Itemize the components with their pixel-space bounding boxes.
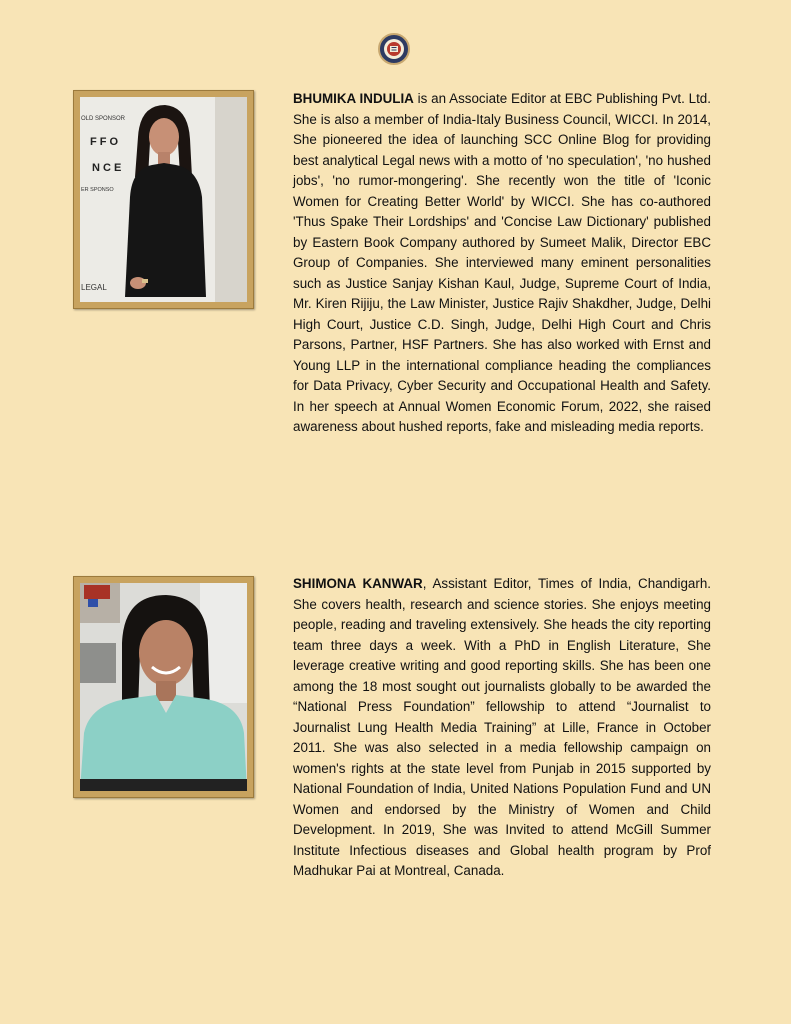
backdrop-text-5: LEGAL bbox=[81, 283, 107, 292]
backdrop-text-2: F F O bbox=[90, 136, 119, 148]
photo-frame-bhumika bbox=[73, 90, 254, 309]
bio-paragraph-shimona bbox=[293, 574, 711, 882]
profile-name-shimona: SHIMONA KANWAR bbox=[293, 576, 423, 591]
bio-paragraph-bhumika bbox=[293, 89, 711, 438]
emblem-logo-icon bbox=[378, 33, 410, 65]
profile-name-bhumika: BHUMIKA INDULIA bbox=[293, 91, 414, 106]
backdrop-text-3: N C E bbox=[92, 162, 122, 174]
portrait-photo-shimona bbox=[80, 583, 247, 791]
backdrop-text-4: ER SPONSO bbox=[81, 187, 114, 193]
bio-text-shimona: , Assistant Editor, Times of India, Chandigarh. She covers health, research and science stories. She enjoys meeting people, reading and traveling extensively. She heads the city reporting team three days a week. With a PhD in English Literature, She leverage creative writing and good reporting skills. She has been one among the 18 most sought out journalists globally to be awarded the “National Press Foundation” fellowship to attend “Journalist to Journalist Lung Health Media Training” at Lille, France in October 2011. She was also selected in a media fellowship campaign on women's rights at the state level from Punjab in 2015 supported by National Foundation of India, United Nations Population Fund and UN Women and endorsed by the Ministry of Women and Child Development. In 2019, She was Invited to attend McGill Summer Institute Infectious diseases and Global health program by Prof Madhukar Pai at Montreal, Canada. bbox=[293, 576, 711, 878]
portrait-photo-bhumika bbox=[80, 97, 247, 302]
bio-text-bhumika: is an Associate Editor at EBC Publishing Pvt. Ltd. She is also a member of India-Italy Business Council, WICCI. In 2014, She pioneered the idea of launching SCC Online Blog for providing best analytical Legal news with a motto of 'no speculation', 'no hushed jobs', 'no rumor-mongering'. She recently won the title of 'Iconic Women for Creating Better World' by WICCI. She has co-authored 'Thus Spake Their Lordships' and 'Concise Law Dictionary' published by Eastern Book Company authored by Sumeet Malik, Director EBC Group of Companies. She interviewed many eminent personalities such as Justice Sanjay Kishan Kaul, Judge, Supreme Court of India, Mr. Kiren Rijiju, the Law Minister, Justice Rajiv Shakdher, Judge, Delhi High Court, Justice C.D. Singh, Judge, Delhi High Court and Chris Parsons, Partner, HSF Partners. She has also worked with Ernst and Young LLP in the international compliance heading the compliances for Data Privacy, Cyber Security and Occupational Health and Safety. In her speech at Annual Women Economic Forum, 2022, she raised awareness about hushed reports, fake and misleading media reports. bbox=[293, 91, 711, 434]
backdrop-text-1: OLD SPONSOR bbox=[81, 116, 126, 122]
photo-frame-shimona bbox=[73, 576, 254, 798]
